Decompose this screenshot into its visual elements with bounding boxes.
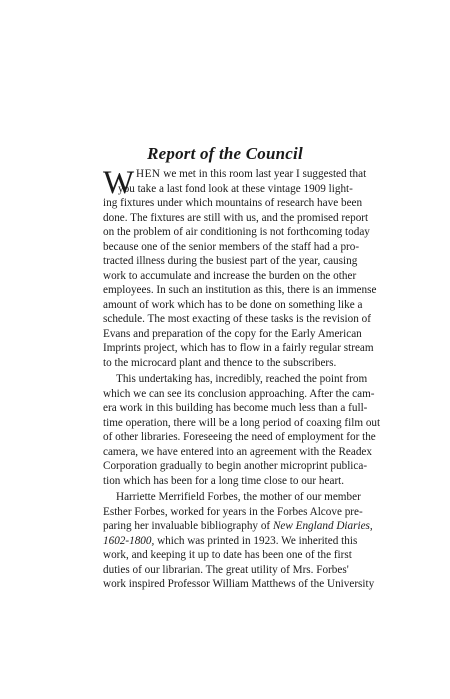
text-line: you take a last fond look at these vintage 1909 light- bbox=[118, 182, 353, 195]
text-line: HEN we met in this room last year I suggested that bbox=[136, 168, 367, 180]
text-line: Harriette Merrifield Forbes, the mother of our member bbox=[116, 491, 361, 503]
text-line: work inspired Professor William Matthews of the University bbox=[103, 578, 375, 590]
text-line: Corporation gradually to begin another microprint publica- bbox=[103, 460, 368, 472]
book-title: New England Diaries, bbox=[272, 520, 373, 532]
text-line: time operation, there will be a long period of coaxing film out bbox=[103, 416, 381, 429]
text-line: to the microcard plant and thence to the subscribers. bbox=[103, 356, 337, 369]
text-line: tion which has been for a long time close to our heart. bbox=[103, 474, 345, 487]
text-line: schedule. The most exacting of these tasks is the revision of bbox=[103, 313, 371, 325]
text-line: work to accumulate and increase the burden on the other bbox=[103, 269, 357, 282]
text-line: employees. In such an institution as this, there is an immense bbox=[103, 284, 377, 296]
text-line: ing fixtures under which mountains of research have been bbox=[103, 197, 363, 209]
book-title-dates: 1602-1800, bbox=[103, 534, 155, 547]
text-line: work, and keeping it up to date has been one of the first bbox=[103, 549, 352, 561]
text-line: of other libraries. Foreseeing the need of employment for the bbox=[103, 431, 376, 443]
text-line: This undertaking has, incredibly, reached the point from bbox=[116, 373, 368, 385]
text-line: which we can see its conclusion approaching. After the cam- bbox=[103, 387, 375, 400]
page-title: Report of the Council bbox=[147, 144, 303, 163]
text-line: on the problem of air conditioning is not forthcoming today bbox=[103, 226, 370, 238]
paragraph-3 bbox=[103, 490, 375, 592]
text-line: era work in this building has become much less than a full- bbox=[103, 402, 368, 414]
text-line: because one of the senior members of the staff had a pro- bbox=[103, 240, 360, 253]
text-line: duties of our librarian. The great utility of Mrs. Forbes' bbox=[103, 563, 349, 576]
text-line: camera, we have entered into an agreement with the Readex bbox=[103, 445, 372, 458]
text-line: paring her invaluable bibliography of New England Diaries, bbox=[103, 520, 373, 532]
text-line: Evans and preparation of the copy for the Early American bbox=[103, 327, 362, 340]
text-line: Imprints project, which has to flow in a fairly regular stream bbox=[103, 342, 374, 354]
text-line: amount of work which has to be done on something like a bbox=[103, 298, 363, 311]
text-line: done. The fixtures are still with us, and the promised report bbox=[103, 211, 369, 224]
text-line: 1602-1800, which was printed in 1923. We inherited this bbox=[103, 534, 358, 547]
paragraph-2 bbox=[103, 372, 381, 488]
paragraph-1 bbox=[103, 167, 377, 370]
drop-cap: W bbox=[103, 165, 135, 201]
text-line: tracted illness during the busiest part of the year, causing bbox=[103, 255, 358, 267]
text-line: Esther Forbes, worked for years in the Forbes Alcove pre- bbox=[103, 505, 363, 518]
